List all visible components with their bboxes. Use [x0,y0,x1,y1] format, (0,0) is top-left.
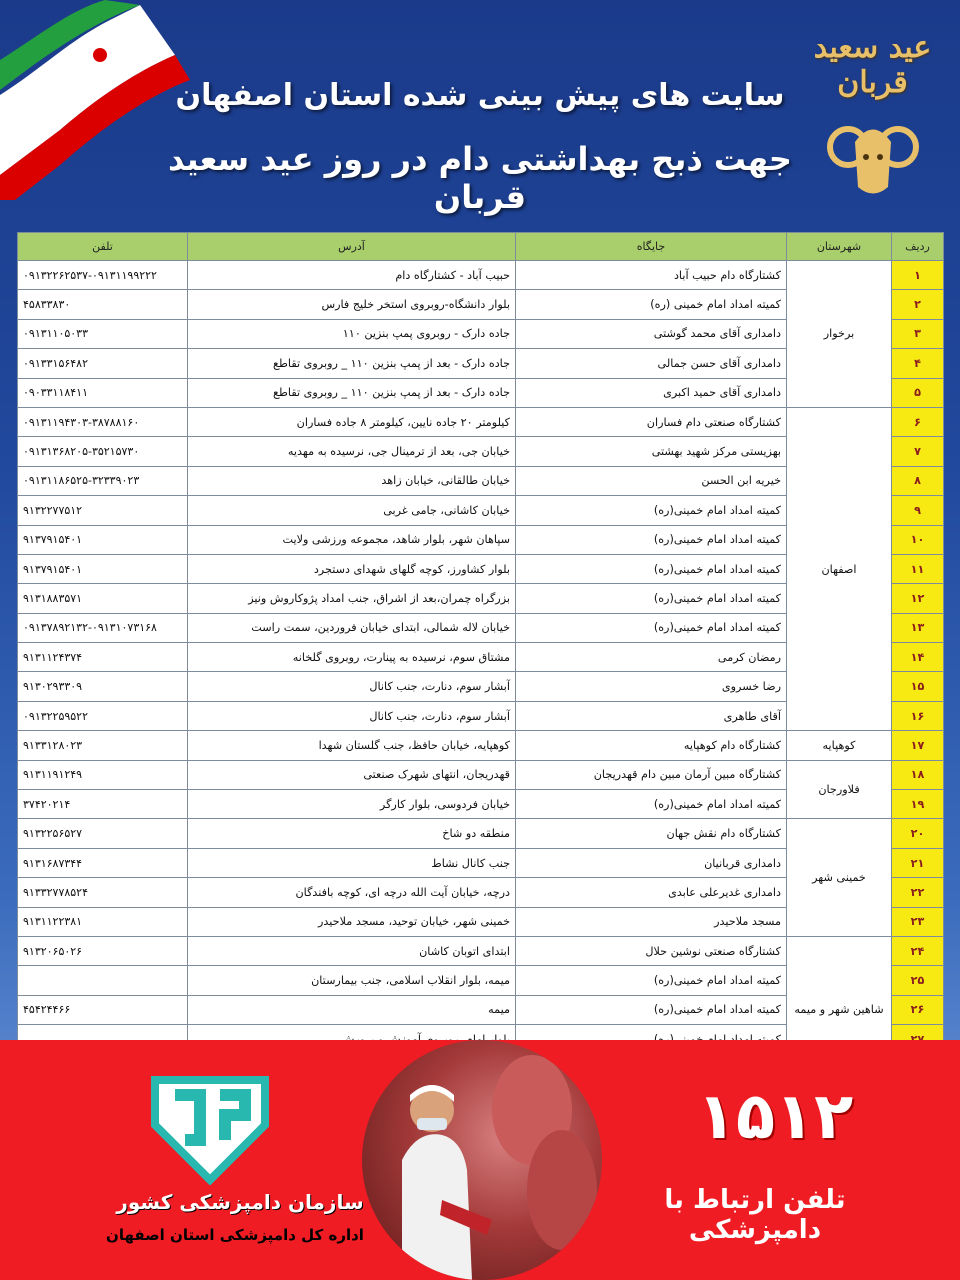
place-cell: رمضان کرمی [516,643,787,672]
address-cell: بلوار کشاورز، کوچه گلهای شهدای دستجرد [188,554,516,583]
phone-cell: ۰۹۱۳۳۱۵۶۴۸۲ [18,349,188,378]
address-cell: منطقه دو شاخ [188,819,516,848]
address-cell: جنب کانال نشاط [188,848,516,877]
eid-logo [800,12,945,202]
city-cell: برخوار [787,261,892,408]
org-name: سازمان دامپزشکی کشور [116,1190,364,1214]
phone-cell: ۰۹۱۳۷۸۹۲۱۳۲-۰۹۱۳۱۰۷۳۱۶۸ [18,613,188,642]
row-number: ۱۹ [892,790,944,819]
title-line-1: سایت های پیش بینی شده استان اصفهان [175,78,785,113]
row-number: ۱ [892,261,944,290]
row-number: ۲۶ [892,995,944,1024]
veterinary-org-logo-icon [145,1070,275,1189]
header-address: آدرس [188,233,516,261]
place-cell: آقای طاهری [516,701,787,730]
phone-cell: ۰۹۱۳۲۲۵۹۵۲۲ [18,701,188,730]
header-place: جایگاه [516,233,787,261]
row-number: ۷ [892,437,944,466]
address-cell: قهدریجان، انتهای شهرک صنعتی [188,760,516,789]
row-number: ۱۱ [892,554,944,583]
table-row [18,760,944,789]
table-row [18,819,944,848]
row-number: ۶ [892,407,944,436]
row-number: ۱۶ [892,701,944,730]
phone-cell: ۹۱۳۳۱۲۸۰۲۳ [18,731,188,760]
address-cell: خیابان فردوسی، بلوار کارگر [188,790,516,819]
row-number: ۲۵ [892,966,944,995]
place-cell: کمیته امداد امام خمینی(ره) [516,790,787,819]
address-cell: خیابان جی، بعد از ترمینال جی، نرسیده به مهدیه [188,437,516,466]
ram-icon [800,12,945,202]
phone-cell: ۹۱۳۲۲۷۷۵۱۲ [18,496,188,525]
header [0,0,960,225]
place-cell: کمیته امداد امام خمینی(ره) [516,995,787,1024]
phone-cell: ۹۱۳۱۶۸۷۳۴۴ [18,848,188,877]
phone-cell: ۰۹۱۳۱۱۸۶۵۲۵-۳۲۳۳۹۰۲۳ [18,466,188,495]
place-cell: دامداری آقای حمید اکبری [516,378,787,407]
table-row [18,261,944,290]
phone-cell: ۹۱۳۷۹۱۵۴۰۱ [18,554,188,583]
address-cell: جاده دارک - روبروی پمپ بنزین ۱۱۰ [188,319,516,348]
phone-cell: ۹۱۳۲۰۶۵۰۲۶ [18,936,188,965]
place-cell: کمیته امداد امام خمینی(ره) [516,554,787,583]
place-cell: دامداری غدیرعلی عابدی [516,878,787,907]
place-cell: دامداری آقای حسن جمالی [516,349,787,378]
phone-cell: ۰۹۱۳۱۳۶۸۲۰۵-۳۵۲۱۵۷۳۰ [18,437,188,466]
row-number: ۱۷ [892,731,944,760]
place-cell: دامداری قربانیان [516,848,787,877]
address-cell: درچه، خیابان آیت الله درچه ای، کوچه بافندگان [188,878,516,907]
address-cell: جاده دارک - بعد از پمپ بنزین ۱۱۰ _ روبروی تقاطع [188,378,516,407]
place-cell: دامداری آقای محمد گوشتی [516,319,787,348]
place-cell: کمیته امداد امام خمینی (ره) [516,290,787,319]
place-cell: کمیته امداد امام خمینی(ره) [516,966,787,995]
row-number: ۱۰ [892,525,944,554]
address-cell: خمینی شهر، خیابان توحید، مسجد ملاحیدر [188,907,516,936]
phone-cell: ۹۱۳۲۲۵۶۵۲۷ [18,819,188,848]
eid-logo-text: عید سعید قربان [813,30,932,100]
title-line-2: جهت ذبح بهداشتی دام در روز عید سعید قربان [168,140,792,216]
place-cell: کمیته امداد امام خمینی(ره) [516,584,787,613]
city-cell: کوهپایه [787,731,892,760]
row-number: ۲۲ [892,878,944,907]
row-number: ۱۲ [892,584,944,613]
table-header-row [18,233,944,261]
phone-cell: ۳۷۴۲۰۲۱۴ [18,790,188,819]
city-cell: شاهین شهر و میمه [787,936,892,1083]
row-number: ۴ [892,349,944,378]
place-cell: مسجد ملاحیدر [516,907,787,936]
address-cell: آبشار سوم، دنارت، جنب کانال [188,672,516,701]
address-cell: مشتاق سوم، نرسیده به پینارت، روبروی گلخانه [188,643,516,672]
header-city: شهرستان [787,233,892,261]
place-cell: کمیته امداد امام خمینی(ره) [516,496,787,525]
row-number: ۲ [892,290,944,319]
slaughter-sites-table [17,232,944,1084]
address-cell: جاده دارک - بعد از پمپ بنزین ۱۱۰ _ روبروی تقاطع [188,349,516,378]
address-cell: خیابان کاشانی، جامی غربی [188,496,516,525]
header-row-number: ردیف [892,233,944,261]
place-cell: کمیته امداد امام خمینی(ره) [516,613,787,642]
place-cell: کشتارگاه دام کوهپایه [516,731,787,760]
place-cell: کشتارگاه صنعتی دام فساران [516,407,787,436]
place-cell: بهزیستی مرکز شهید بهشتی [516,437,787,466]
row-number: ۱۸ [892,760,944,789]
phone-cell: ۹۱۳۰۲۹۳۳۰۹ [18,672,188,701]
row-number: ۲۱ [892,848,944,877]
address-cell: ابتدای اتوبان کاشان [188,936,516,965]
phone-cell: ۰۹۱۳۱۱۹۴۳۰۳-۳۸۷۸۸۱۶۰ [18,407,188,436]
address-cell: خیابان طالقانی، خیابان زاهد [188,466,516,495]
address-cell: حبیب آباد - کشتارگاه دام [188,261,516,290]
place-cell: کشتارگاه صنعتی نوشین حلال [516,936,787,965]
address-cell: میمه، بلوار انقلاب اسلامی، جنب بیمارستان [188,966,516,995]
phone-cell: ۹۱۳۱۱۹۱۲۴۹ [18,760,188,789]
place-cell: کمیته امداد امام خمینی(ره) [516,525,787,554]
row-number: ۲۳ [892,907,944,936]
address-cell: خیابان لاله شمالی، ابتدای خیابان فروردین، سمت راست [188,613,516,642]
phone-cell: ۹۱۳۳۲۷۷۸۵۲۴ [18,878,188,907]
row-number: ۱۴ [892,643,944,672]
address-cell: بلوار دانشگاه-روبروی استخر خلیج فارس [188,290,516,319]
row-number: ۹ [892,496,944,525]
phone-cell: ۹۱۳۱۸۸۳۵۷۱ [18,584,188,613]
hotline-number: ۱۵۱۲ [696,1080,854,1154]
phone-cell: ۰۹۱۳۱۱۰۵۰۳۳ [18,319,188,348]
phone-cell: ۹۱۳۱۱۲۴۳۷۴ [18,643,188,672]
row-number: ۲۴ [892,936,944,965]
row-number: ۳ [892,319,944,348]
address-cell: میمه [188,995,516,1024]
city-cell: فلاورجان [787,760,892,819]
address-cell: کوهپایه، خیابان حافظ، جنب گلستان شهدا [188,731,516,760]
place-cell: خیریه ابن الحسن [516,466,787,495]
phone-cell: ۴۵۴۲۴۴۶۶ [18,995,188,1024]
phone-cell: ۹۱۳۱۱۲۲۳۸۱ [18,907,188,936]
row-number: ۵ [892,378,944,407]
row-number: ۱۳ [892,613,944,642]
header-phone: تلفن [18,233,188,261]
table-row [18,731,944,760]
address-cell: سپاهان شهر، بلوار شاهد، مجموعه ورزشی ولایت [188,525,516,554]
place-cell: کشتارگاه دام حبیب آباد [516,261,787,290]
phone-cell [18,966,188,995]
city-cell: اصفهان [787,407,892,730]
place-cell: کشتارگاه مبین آرمان مبین دام قهدریجان [516,760,787,789]
phone-cell: ۴۵۸۳۳۸۳۰ [18,290,188,319]
phone-cell: ۰۹۱۳۲۲۶۲۵۳۷-۰۹۱۳۱۱۹۹۲۲۲ [18,261,188,290]
place-cell: کشتارگاه دام نقش جهان [516,819,787,848]
butcher-photo [362,1040,602,1280]
place-cell: رضا خسروی [516,672,787,701]
hotline-label: تلفن ارتباط با دامپزشکی [664,1185,846,1245]
row-number: ۱۵ [892,672,944,701]
org-subtitle: اداره کل دامپزشکی استان اصفهان [106,1226,364,1244]
row-number: ۲۰ [892,819,944,848]
address-cell: کیلومتر ۲۰ جاده نایین، کیلومتر ۸ جاده فساران [188,407,516,436]
address-cell: آبشار سوم، دنارت، جنب کانال [188,701,516,730]
address-cell: بزرگراه چمران،بعد از اشراق، جنب امداد پژوکاروش ونیز [188,584,516,613]
row-number: ۸ [892,466,944,495]
table-row [18,936,944,965]
table-row [18,407,944,436]
phone-cell: ۰۹۰۳۳۱۱۸۴۱۱ [18,378,188,407]
city-cell: خمینی شهر [787,819,892,937]
phone-cell: ۹۱۳۷۹۱۵۴۰۱ [18,525,188,554]
